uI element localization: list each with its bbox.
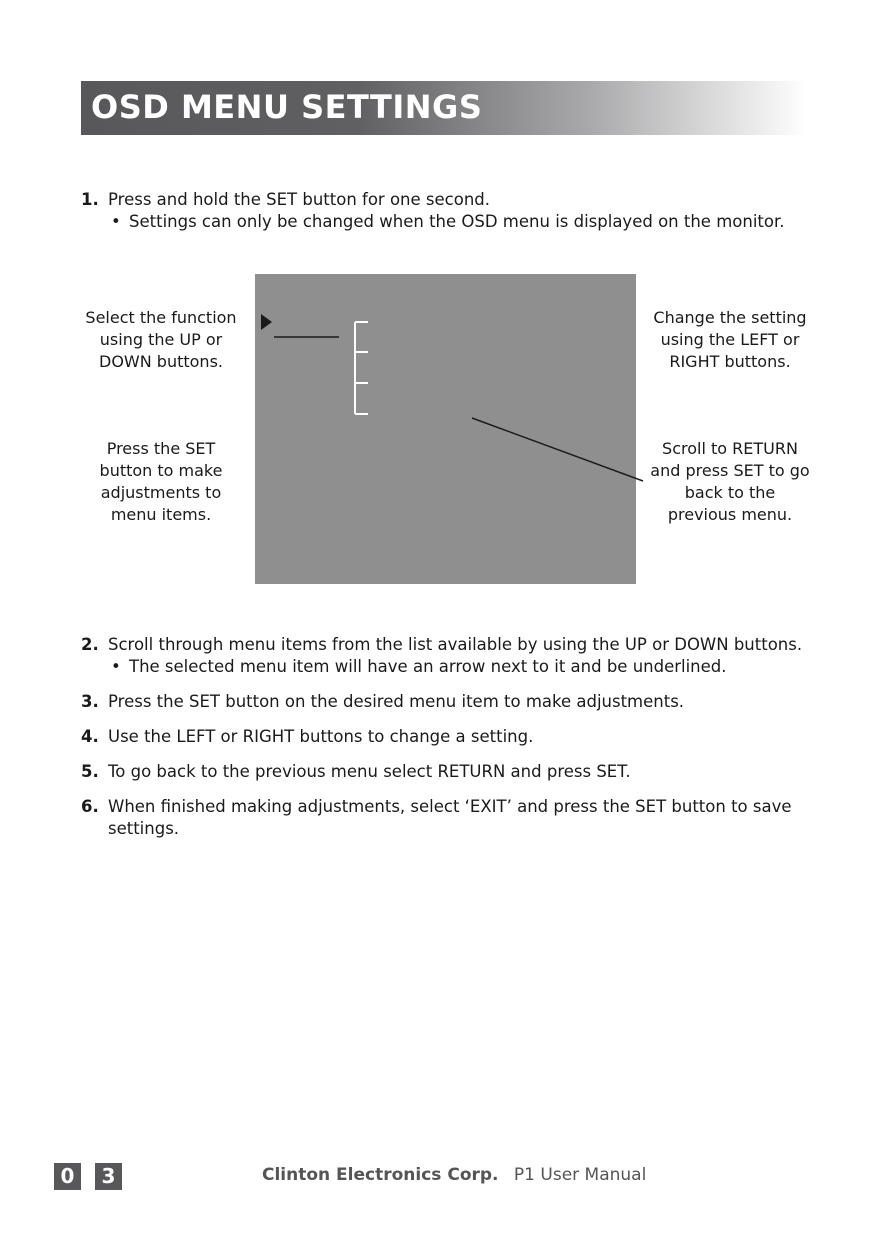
step-number: 2.: [81, 635, 99, 654]
step-number: 6.: [81, 797, 99, 816]
step-text: Scroll through menu items from the list available by using the UP or DOWN buttons.: [108, 635, 803, 654]
step-bullet: [108, 211, 821, 233]
footer-manual: P1 User Manual: [513, 1165, 647, 1185]
step-text: To go back to the previous menu select RETURN and press SET.: [108, 762, 631, 781]
step-text: When finished making adjustments, select ‘EXIT’ and press the SET button to save settings.: [108, 797, 792, 838]
step-number: 4.: [81, 727, 99, 746]
bullet-dot: •: [111, 212, 121, 231]
step-item: [81, 691, 821, 713]
step-item: [81, 634, 821, 678]
osd-menu-diagram: [255, 274, 636, 584]
step-bullet: [108, 656, 821, 678]
step-text: Press the SET button on the desired menu item to make adjustments.: [108, 692, 685, 711]
page-number-digit: 0: [54, 1163, 81, 1190]
step-item: [81, 726, 821, 748]
bullet-dot: •: [111, 657, 121, 676]
callout-change-setting: Change the setting using the LEFT or RIGHT buttons.: [653, 308, 807, 371]
steps-list: [81, 634, 821, 840]
callout-press-set: Press the SET button to make adjustments to menu items.: [99, 439, 223, 524]
bullet-text: The selected menu item will have an arrow next to it and be underlined.: [129, 657, 727, 676]
page-number-digit: 3: [95, 1163, 122, 1190]
footer-company: Clinton Electronics Corp.: [262, 1165, 499, 1185]
callout-scroll-return: Scroll to RETURN and press SET to go back to the previous menu.: [650, 439, 810, 524]
step-number: 1.: [81, 190, 99, 209]
callout-select-function: Select the function using the UP or DOWN buttons.: [85, 308, 237, 371]
bullet-text: Settings can only be changed when the OSD menu is displayed on the monitor.: [129, 212, 785, 231]
step-text: Use the LEFT or RIGHT buttons to change a setting.: [108, 727, 534, 746]
section-title-bar: [81, 81, 807, 135]
footer-credit: [262, 1165, 646, 1185]
step-number: 3.: [81, 692, 99, 711]
page-title: OSD MENU SETTINGS: [91, 88, 483, 126]
step-text: Press and hold the SET button for one second.: [108, 190, 490, 209]
step-item: [81, 761, 821, 783]
step-item: [81, 796, 821, 840]
step-number: 5.: [81, 762, 99, 781]
step-item: [81, 189, 821, 233]
step-1-block: [81, 189, 821, 233]
